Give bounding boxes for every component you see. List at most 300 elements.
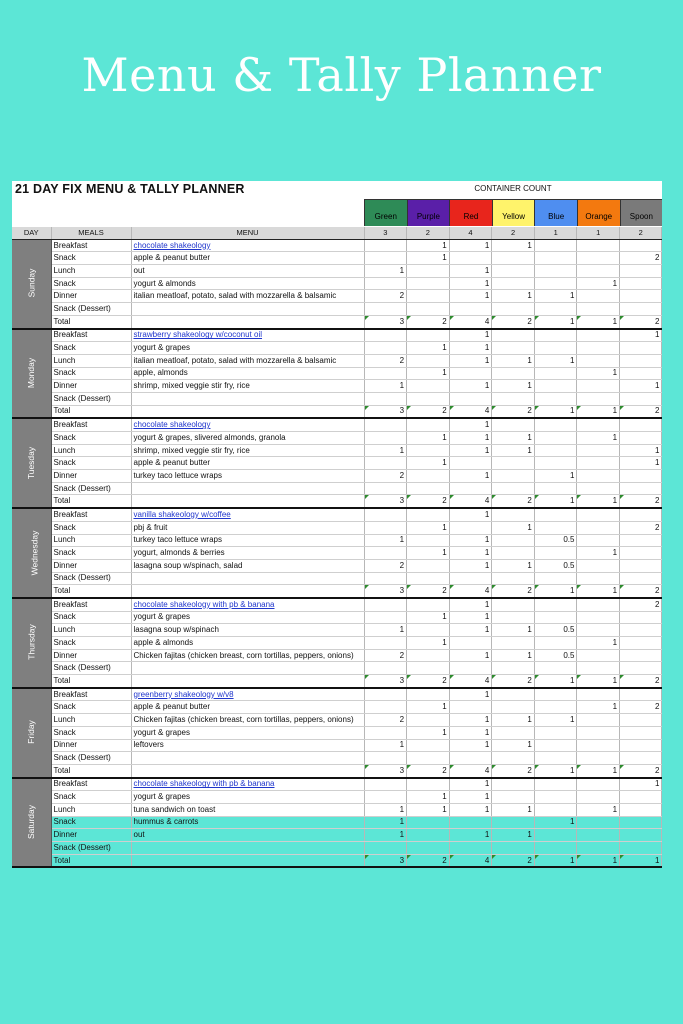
count-green[interactable]: 1 xyxy=(364,444,407,457)
count-spoon[interactable]: 2 xyxy=(620,585,662,598)
count-purple[interactable] xyxy=(407,842,450,855)
menu-cell[interactable]: italian meatloaf, potato, salad with mozzarella & balsamic xyxy=(131,354,364,367)
meal-cell[interactable]: Snack xyxy=(51,816,131,829)
menu-cell[interactable]: apple & peanut butter xyxy=(131,457,364,470)
count-green[interactable] xyxy=(364,778,407,791)
count-spoon[interactable] xyxy=(620,470,662,483)
meal-cell[interactable]: Lunch xyxy=(51,354,131,367)
count-green[interactable] xyxy=(364,842,407,855)
count-red[interactable]: 1 xyxy=(449,470,492,483)
count-purple[interactable] xyxy=(407,277,450,290)
count-blue[interactable] xyxy=(534,752,577,765)
count-yellow[interactable]: 2 xyxy=(492,405,535,418)
count-yellow[interactable] xyxy=(492,367,535,380)
count-blue[interactable] xyxy=(534,547,577,560)
menu-link-cell[interactable]: strawberry shakeology w/coconut oil xyxy=(131,329,364,342)
count-blue[interactable]: 1 xyxy=(534,354,577,367)
meal-cell[interactable]: Snack xyxy=(51,611,131,624)
menu-link-cell[interactable]: vanilla shakeology w/coffee xyxy=(131,508,364,521)
count-yellow[interactable] xyxy=(492,265,535,278)
meal-cell[interactable]: Total xyxy=(51,764,131,777)
menu-cell[interactable] xyxy=(131,854,364,867)
count-green[interactable]: 3 xyxy=(364,495,407,508)
count-purple[interactable]: 2 xyxy=(407,315,450,328)
count-red[interactable]: 1 xyxy=(449,239,492,252)
count-red[interactable]: 1 xyxy=(449,726,492,739)
menu-cell[interactable] xyxy=(131,315,364,328)
count-red[interactable]: 1 xyxy=(449,598,492,611)
count-spoon[interactable]: 1 xyxy=(620,778,662,791)
count-red[interactable]: 4 xyxy=(449,854,492,867)
meal-cell[interactable]: Lunch xyxy=(51,265,131,278)
count-green[interactable] xyxy=(364,342,407,355)
count-spoon[interactable] xyxy=(620,432,662,445)
count-orange[interactable] xyxy=(577,342,620,355)
count-orange[interactable] xyxy=(577,380,620,393)
meal-cell[interactable]: Lunch xyxy=(51,714,131,727)
count-green[interactable]: 2 xyxy=(364,354,407,367)
menu-cell[interactable]: italian meatloaf, potato, salad with mozzarella & balsamic xyxy=(131,290,364,303)
menu-cell[interactable]: out xyxy=(131,265,364,278)
menu-cell[interactable]: lasagna soup w/spinach, salad xyxy=(131,559,364,572)
count-spoon[interactable] xyxy=(620,688,662,701)
count-orange[interactable] xyxy=(577,624,620,637)
count-purple[interactable] xyxy=(407,380,450,393)
menu-cell[interactable]: shrimp, mixed veggie stir fry, rice xyxy=(131,380,364,393)
meal-cell[interactable]: Total xyxy=(51,585,131,598)
count-blue[interactable]: 1 xyxy=(534,585,577,598)
count-yellow[interactable] xyxy=(492,816,535,829)
count-blue[interactable] xyxy=(534,726,577,739)
count-purple[interactable] xyxy=(407,572,450,585)
count-orange[interactable] xyxy=(577,329,620,342)
count-purple[interactable]: 1 xyxy=(407,432,450,445)
menu-cell[interactable] xyxy=(131,842,364,855)
menu-cell[interactable]: leftovers xyxy=(131,739,364,752)
menu-cell[interactable]: pbj & fruit xyxy=(131,521,364,534)
count-blue[interactable]: 1 xyxy=(534,290,577,303)
menu-cell[interactable] xyxy=(131,764,364,777)
menu-cell[interactable]: turkey taco lettuce wraps xyxy=(131,534,364,547)
count-red[interactable] xyxy=(449,572,492,585)
meal-cell[interactable]: Snack xyxy=(51,457,131,470)
count-orange[interactable] xyxy=(577,598,620,611)
meal-cell[interactable]: Dinner xyxy=(51,290,131,303)
count-red[interactable]: 1 xyxy=(449,418,492,431)
count-spoon[interactable] xyxy=(620,354,662,367)
count-red[interactable]: 1 xyxy=(449,829,492,842)
count-green[interactable] xyxy=(364,482,407,495)
count-yellow[interactable] xyxy=(492,598,535,611)
count-green[interactable]: 2 xyxy=(364,649,407,662)
meal-cell[interactable]: Snack xyxy=(51,547,131,560)
count-spoon[interactable]: 2 xyxy=(620,764,662,777)
count-blue[interactable] xyxy=(534,739,577,752)
count-spoon[interactable] xyxy=(620,752,662,765)
count-purple[interactable]: 2 xyxy=(407,405,450,418)
count-red[interactable] xyxy=(449,521,492,534)
count-spoon[interactable] xyxy=(620,303,662,316)
meal-cell[interactable]: Dinner xyxy=(51,649,131,662)
count-purple[interactable] xyxy=(407,392,450,405)
count-red[interactable] xyxy=(449,367,492,380)
count-red[interactable]: 1 xyxy=(449,688,492,701)
count-yellow[interactable]: 1 xyxy=(492,803,535,816)
count-green[interactable] xyxy=(364,662,407,675)
count-purple[interactable] xyxy=(407,662,450,675)
count-red[interactable] xyxy=(449,816,492,829)
count-green[interactable]: 1 xyxy=(364,739,407,752)
count-yellow[interactable] xyxy=(492,701,535,714)
count-yellow[interactable]: 1 xyxy=(492,290,535,303)
count-red[interactable]: 1 xyxy=(449,329,492,342)
count-blue[interactable] xyxy=(534,418,577,431)
count-green[interactable]: 3 xyxy=(364,764,407,777)
count-yellow[interactable]: 1 xyxy=(492,521,535,534)
count-yellow[interactable]: 1 xyxy=(492,829,535,842)
count-green[interactable] xyxy=(364,277,407,290)
count-orange[interactable]: 1 xyxy=(577,803,620,816)
count-green[interactable]: 2 xyxy=(364,470,407,483)
count-purple[interactable] xyxy=(407,470,450,483)
count-spoon[interactable] xyxy=(620,739,662,752)
count-green[interactable] xyxy=(364,329,407,342)
count-blue[interactable] xyxy=(534,598,577,611)
count-red[interactable]: 4 xyxy=(449,315,492,328)
count-orange[interactable] xyxy=(577,714,620,727)
count-green[interactable] xyxy=(364,752,407,765)
menu-cell[interactable]: Chicken fajitas (chicken breast, corn tortillas, peppers, onions) xyxy=(131,649,364,662)
count-spoon[interactable] xyxy=(620,842,662,855)
meal-cell[interactable]: Snack (Dessert) xyxy=(51,392,131,405)
meal-cell[interactable]: Snack xyxy=(51,342,131,355)
count-red[interactable]: 1 xyxy=(449,739,492,752)
count-yellow[interactable] xyxy=(492,252,535,265)
meal-cell[interactable]: Snack (Dessert) xyxy=(51,482,131,495)
count-spoon[interactable] xyxy=(620,342,662,355)
count-red[interactable] xyxy=(449,637,492,650)
count-spoon[interactable] xyxy=(620,265,662,278)
count-spoon[interactable] xyxy=(620,482,662,495)
count-blue[interactable] xyxy=(534,508,577,521)
count-purple[interactable] xyxy=(407,598,450,611)
count-red[interactable] xyxy=(449,701,492,714)
menu-cell[interactable] xyxy=(131,392,364,405)
meal-cell[interactable]: Dinner xyxy=(51,380,131,393)
count-orange[interactable] xyxy=(577,611,620,624)
menu-cell[interactable] xyxy=(131,752,364,765)
count-green[interactable] xyxy=(364,726,407,739)
meal-cell[interactable]: Snack xyxy=(51,791,131,804)
meal-cell[interactable]: Total xyxy=(51,854,131,867)
count-spoon[interactable] xyxy=(620,418,662,431)
menu-cell[interactable]: yogurt & grapes xyxy=(131,726,364,739)
menu-cell[interactable]: yogurt & grapes xyxy=(131,791,364,804)
count-yellow[interactable] xyxy=(492,611,535,624)
count-orange[interactable] xyxy=(577,829,620,842)
count-green[interactable] xyxy=(364,418,407,431)
count-red[interactable] xyxy=(449,482,492,495)
meal-cell[interactable]: Snack xyxy=(51,277,131,290)
count-yellow[interactable] xyxy=(492,688,535,701)
count-green[interactable]: 2 xyxy=(364,559,407,572)
count-yellow[interactable] xyxy=(492,572,535,585)
count-yellow[interactable] xyxy=(492,637,535,650)
count-blue[interactable]: 1 xyxy=(534,816,577,829)
count-purple[interactable] xyxy=(407,418,450,431)
count-purple[interactable]: 1 xyxy=(407,457,450,470)
count-orange[interactable] xyxy=(577,457,620,470)
count-green[interactable] xyxy=(364,688,407,701)
count-red[interactable]: 1 xyxy=(449,559,492,572)
menu-link-cell[interactable]: chocolate shakeology xyxy=(131,418,364,431)
count-purple[interactable]: 1 xyxy=(407,791,450,804)
count-yellow[interactable]: 1 xyxy=(492,239,535,252)
count-red[interactable]: 1 xyxy=(449,534,492,547)
count-orange[interactable]: 1 xyxy=(577,547,620,560)
count-red[interactable]: 1 xyxy=(449,649,492,662)
count-yellow[interactable]: 1 xyxy=(492,649,535,662)
count-purple[interactable] xyxy=(407,534,450,547)
count-yellow[interactable] xyxy=(492,277,535,290)
count-red[interactable]: 1 xyxy=(449,380,492,393)
meal-cell[interactable]: Snack xyxy=(51,252,131,265)
count-orange[interactable] xyxy=(577,688,620,701)
count-green[interactable]: 3 xyxy=(364,854,407,867)
count-orange[interactable]: 1 xyxy=(577,315,620,328)
count-purple[interactable] xyxy=(407,739,450,752)
count-green[interactable] xyxy=(364,432,407,445)
count-green[interactable]: 1 xyxy=(364,380,407,393)
count-green[interactable]: 1 xyxy=(364,803,407,816)
count-spoon[interactable] xyxy=(620,367,662,380)
count-orange[interactable] xyxy=(577,444,620,457)
meal-cell[interactable]: Dinner xyxy=(51,739,131,752)
menu-cell[interactable] xyxy=(131,662,364,675)
count-red[interactable]: 1 xyxy=(449,354,492,367)
menu-cell[interactable] xyxy=(131,495,364,508)
count-green[interactable]: 3 xyxy=(364,675,407,688)
count-red[interactable]: 1 xyxy=(449,714,492,727)
count-spoon[interactable] xyxy=(620,290,662,303)
count-red[interactable]: 4 xyxy=(449,495,492,508)
menu-cell[interactable] xyxy=(131,675,364,688)
count-blue[interactable]: 1 xyxy=(534,764,577,777)
count-purple[interactable] xyxy=(407,354,450,367)
count-orange[interactable] xyxy=(577,252,620,265)
count-green[interactable] xyxy=(364,701,407,714)
count-spoon[interactable] xyxy=(620,277,662,290)
count-purple[interactable]: 1 xyxy=(407,239,450,252)
meal-cell[interactable]: Breakfast xyxy=(51,778,131,791)
count-orange[interactable]: 1 xyxy=(577,585,620,598)
count-yellow[interactable]: 1 xyxy=(492,354,535,367)
count-red[interactable] xyxy=(449,662,492,675)
menu-cell[interactable]: out xyxy=(131,829,364,842)
count-orange[interactable] xyxy=(577,791,620,804)
count-yellow[interactable] xyxy=(492,470,535,483)
menu-cell[interactable] xyxy=(131,585,364,598)
count-orange[interactable] xyxy=(577,816,620,829)
count-red[interactable]: 1 xyxy=(449,611,492,624)
count-blue[interactable] xyxy=(534,701,577,714)
count-yellow[interactable] xyxy=(492,482,535,495)
meal-cell[interactable]: Lunch xyxy=(51,534,131,547)
menu-cell[interactable]: yogurt & grapes xyxy=(131,611,364,624)
count-orange[interactable] xyxy=(577,778,620,791)
count-red[interactable]: 1 xyxy=(449,265,492,278)
meal-cell[interactable]: Snack (Dessert) xyxy=(51,662,131,675)
count-spoon[interactable]: 2 xyxy=(620,315,662,328)
count-yellow[interactable] xyxy=(492,392,535,405)
menu-cell[interactable] xyxy=(131,572,364,585)
count-orange[interactable]: 1 xyxy=(577,367,620,380)
count-green[interactable] xyxy=(364,252,407,265)
count-blue[interactable]: 0.5 xyxy=(534,534,577,547)
count-spoon[interactable]: 2 xyxy=(620,495,662,508)
count-blue[interactable]: 1 xyxy=(534,675,577,688)
count-spoon[interactable] xyxy=(620,611,662,624)
menu-link-cell[interactable]: chocolate shakeology with pb & banana xyxy=(131,778,364,791)
count-blue[interactable] xyxy=(534,803,577,816)
meal-cell[interactable]: Snack (Dessert) xyxy=(51,752,131,765)
count-blue[interactable]: 1 xyxy=(534,470,577,483)
count-blue[interactable] xyxy=(534,611,577,624)
count-yellow[interactable]: 1 xyxy=(492,624,535,637)
count-blue[interactable] xyxy=(534,842,577,855)
count-spoon[interactable] xyxy=(620,624,662,637)
count-red[interactable] xyxy=(449,752,492,765)
count-orange[interactable] xyxy=(577,392,620,405)
count-orange[interactable] xyxy=(577,662,620,675)
meal-cell[interactable]: Snack xyxy=(51,726,131,739)
count-purple[interactable]: 1 xyxy=(407,803,450,816)
count-green[interactable]: 2 xyxy=(364,714,407,727)
count-blue[interactable] xyxy=(534,432,577,445)
count-orange[interactable] xyxy=(577,572,620,585)
menu-cell[interactable]: apple & peanut butter xyxy=(131,701,364,714)
count-orange[interactable] xyxy=(577,508,620,521)
count-yellow[interactable]: 1 xyxy=(492,444,535,457)
menu-cell[interactable] xyxy=(131,405,364,418)
meal-cell[interactable]: Dinner xyxy=(51,829,131,842)
count-purple[interactable] xyxy=(407,778,450,791)
meal-cell[interactable]: Snack (Dessert) xyxy=(51,842,131,855)
meal-cell[interactable]: Lunch xyxy=(51,624,131,637)
count-spoon[interactable]: 1 xyxy=(620,329,662,342)
count-blue[interactable]: 1 xyxy=(534,854,577,867)
count-spoon[interactable] xyxy=(620,714,662,727)
meal-cell[interactable]: Breakfast xyxy=(51,239,131,252)
count-spoon[interactable]: 2 xyxy=(620,675,662,688)
count-blue[interactable] xyxy=(534,329,577,342)
meal-cell[interactable]: Snack xyxy=(51,521,131,534)
meal-cell[interactable]: Total xyxy=(51,315,131,328)
count-orange[interactable]: 1 xyxy=(577,277,620,290)
count-red[interactable] xyxy=(449,842,492,855)
count-yellow[interactable]: 1 xyxy=(492,739,535,752)
count-orange[interactable] xyxy=(577,418,620,431)
count-red[interactable] xyxy=(449,392,492,405)
count-spoon[interactable] xyxy=(620,637,662,650)
count-green[interactable] xyxy=(364,303,407,316)
meal-cell[interactable]: Breakfast xyxy=(51,418,131,431)
count-purple[interactable]: 1 xyxy=(407,342,450,355)
count-spoon[interactable] xyxy=(620,816,662,829)
count-green[interactable]: 1 xyxy=(364,816,407,829)
count-green[interactable]: 1 xyxy=(364,265,407,278)
count-blue[interactable] xyxy=(534,482,577,495)
count-purple[interactable]: 1 xyxy=(407,367,450,380)
count-purple[interactable] xyxy=(407,829,450,842)
count-blue[interactable] xyxy=(534,829,577,842)
count-red[interactable]: 1 xyxy=(449,508,492,521)
menu-cell[interactable]: yogurt & grapes, slivered almonds, granola xyxy=(131,432,364,445)
count-spoon[interactable] xyxy=(620,662,662,675)
count-orange[interactable] xyxy=(577,303,620,316)
count-green[interactable]: 3 xyxy=(364,315,407,328)
count-orange[interactable] xyxy=(577,470,620,483)
count-blue[interactable]: 0.5 xyxy=(534,559,577,572)
count-green[interactable]: 1 xyxy=(364,534,407,547)
menu-cell[interactable]: yogurt & grapes xyxy=(131,342,364,355)
count-orange[interactable]: 1 xyxy=(577,432,620,445)
count-blue[interactable] xyxy=(534,637,577,650)
count-yellow[interactable] xyxy=(492,791,535,804)
meal-cell[interactable]: Snack xyxy=(51,367,131,380)
count-yellow[interactable] xyxy=(492,778,535,791)
count-green[interactable] xyxy=(364,598,407,611)
count-yellow[interactable]: 2 xyxy=(492,585,535,598)
count-blue[interactable] xyxy=(534,444,577,457)
count-spoon[interactable]: 2 xyxy=(620,521,662,534)
count-purple[interactable]: 1 xyxy=(407,252,450,265)
menu-cell[interactable] xyxy=(131,303,364,316)
count-orange[interactable] xyxy=(577,726,620,739)
count-spoon[interactable]: 1 xyxy=(620,380,662,393)
count-green[interactable] xyxy=(364,637,407,650)
count-spoon[interactable] xyxy=(620,726,662,739)
count-green[interactable]: 1 xyxy=(364,829,407,842)
count-green[interactable] xyxy=(364,239,407,252)
menu-cell[interactable]: hummus & carrots xyxy=(131,816,364,829)
count-yellow[interactable]: 1 xyxy=(492,714,535,727)
meal-cell[interactable]: Snack (Dessert) xyxy=(51,303,131,316)
meal-cell[interactable]: Lunch xyxy=(51,803,131,816)
meal-cell[interactable]: Snack xyxy=(51,432,131,445)
count-spoon[interactable] xyxy=(620,559,662,572)
count-orange[interactable]: 1 xyxy=(577,675,620,688)
count-purple[interactable] xyxy=(407,649,450,662)
count-purple[interactable] xyxy=(407,752,450,765)
count-orange[interactable] xyxy=(577,265,620,278)
count-yellow[interactable]: 1 xyxy=(492,559,535,572)
count-green[interactable] xyxy=(364,547,407,560)
count-yellow[interactable] xyxy=(492,842,535,855)
count-blue[interactable]: 1 xyxy=(534,315,577,328)
menu-cell[interactable]: lasagna soup w/spinach xyxy=(131,624,364,637)
count-blue[interactable] xyxy=(534,367,577,380)
count-blue[interactable]: 0.5 xyxy=(534,649,577,662)
meal-cell[interactable]: Breakfast xyxy=(51,688,131,701)
count-red[interactable]: 1 xyxy=(449,444,492,457)
count-purple[interactable] xyxy=(407,265,450,278)
menu-link-cell[interactable]: greenberry shakeology w/v8 xyxy=(131,688,364,701)
count-purple[interactable] xyxy=(407,508,450,521)
count-blue[interactable]: 1 xyxy=(534,714,577,727)
meal-cell[interactable]: Dinner xyxy=(51,470,131,483)
count-spoon[interactable] xyxy=(620,534,662,547)
